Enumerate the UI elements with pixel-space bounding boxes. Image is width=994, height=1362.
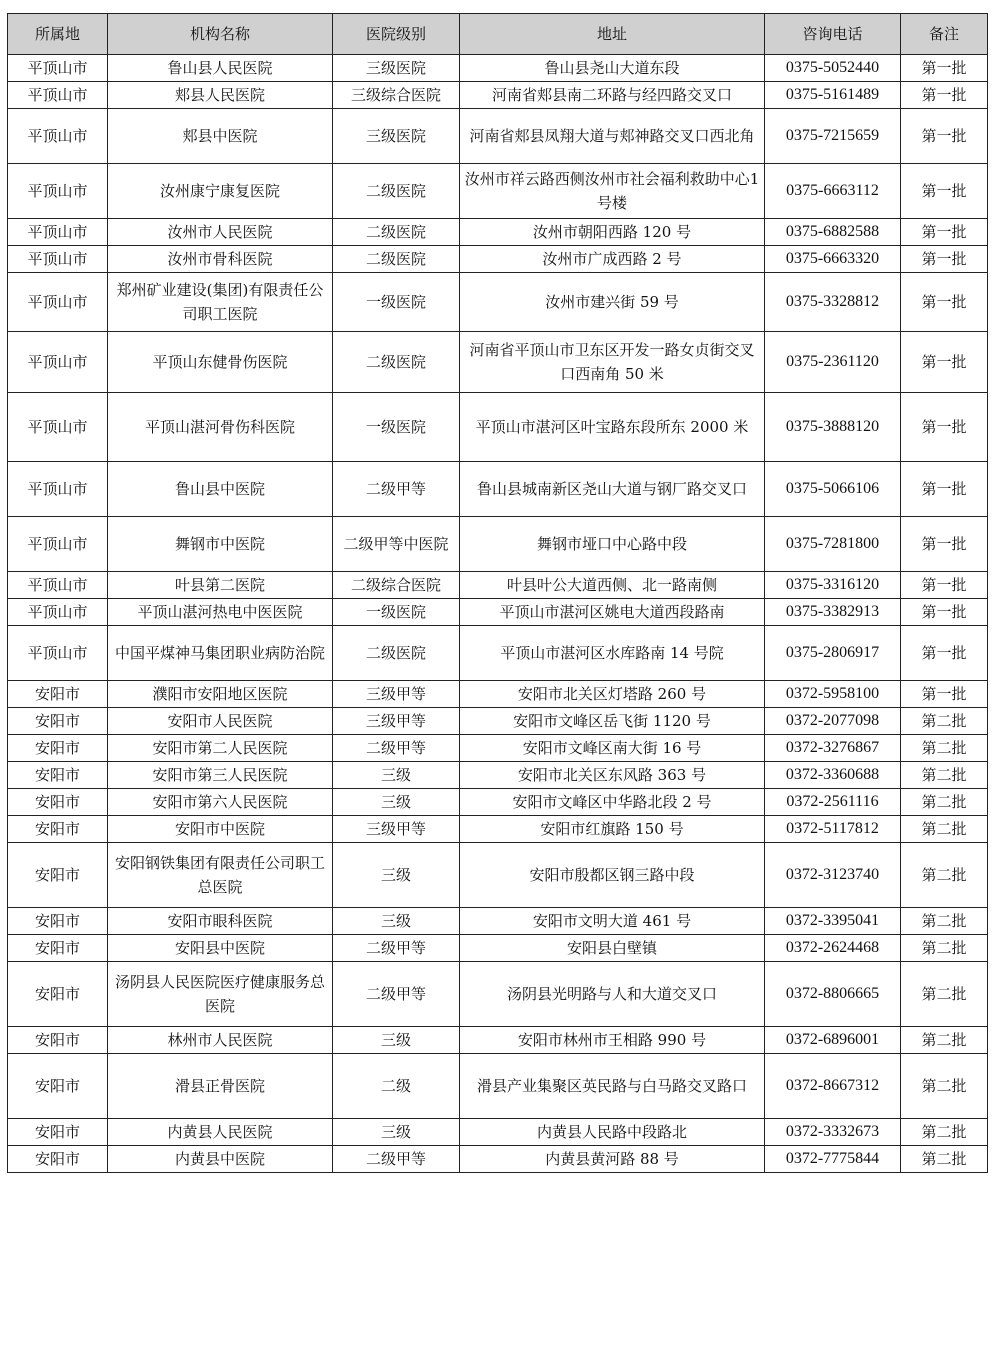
table-row	[8, 1146, 988, 1173]
cell-phone: 0375-5161489	[765, 82, 901, 109]
cell-name: 中国平煤神马集团职业病防治院	[108, 626, 333, 681]
cell-note: 第二批	[901, 935, 988, 962]
cell-region: 平顶山市	[8, 164, 108, 219]
cell-level: 二级医院	[333, 164, 460, 219]
cell-note: 第二批	[901, 1146, 988, 1173]
cell-level: 一级医院	[333, 599, 460, 626]
cell-level: 一级医院	[333, 273, 460, 332]
cell-note: 第二批	[901, 962, 988, 1027]
cell-note: 第二批	[901, 843, 988, 908]
cell-name: 安阳市眼科医院	[108, 908, 333, 935]
cell-region: 安阳市	[8, 762, 108, 789]
cell-address: 安阳市文峰区南大街 16 号	[460, 735, 765, 762]
cell-name: 安阳市第三人民医院	[108, 762, 333, 789]
cell-address: 安阳市殷都区钢三路中段	[460, 843, 765, 908]
table-row	[8, 462, 988, 517]
cell-name: 叶县第二医院	[108, 572, 333, 599]
cell-note: 第二批	[901, 708, 988, 735]
cell-region: 安阳市	[8, 935, 108, 962]
cell-level: 三级	[333, 1027, 460, 1054]
cell-address: 安阳市文峰区岳飞街 1120 号	[460, 708, 765, 735]
cell-name: 郏县人民医院	[108, 82, 333, 109]
cell-phone: 0372-5117812	[765, 816, 901, 843]
cell-name: 安阳市第二人民医院	[108, 735, 333, 762]
cell-level: 三级甲等	[333, 816, 460, 843]
cell-level: 三级综合医院	[333, 82, 460, 109]
table-row	[8, 393, 988, 462]
cell-name: 濮阳市安阳地区医院	[108, 681, 333, 708]
cell-name: 汝州康宁康复医院	[108, 164, 333, 219]
table-row	[8, 246, 988, 273]
cell-level: 二级甲等中医院	[333, 517, 460, 572]
cell-region: 平顶山市	[8, 626, 108, 681]
col-header-address: 地址	[460, 14, 765, 55]
cell-note: 第二批	[901, 1027, 988, 1054]
cell-level: 三级	[333, 789, 460, 816]
cell-name: 安阳钢铁集团有限责任公司职工总医院	[108, 843, 333, 908]
table-row	[8, 599, 988, 626]
cell-address: 内黄县人民路中段路北	[460, 1119, 765, 1146]
cell-address: 内黄县黄河路 88 号	[460, 1146, 765, 1173]
cell-name: 内黄县人民医院	[108, 1119, 333, 1146]
cell-address: 安阳市北关区东风路 363 号	[460, 762, 765, 789]
cell-address: 安阳市北关区灯塔路 260 号	[460, 681, 765, 708]
cell-region: 安阳市	[8, 1027, 108, 1054]
cell-level: 二级医院	[333, 332, 460, 393]
table-row	[8, 219, 988, 246]
cell-phone: 0375-7215659	[765, 109, 901, 164]
cell-region: 安阳市	[8, 1054, 108, 1119]
cell-region: 平顶山市	[8, 517, 108, 572]
cell-region: 平顶山市	[8, 82, 108, 109]
cell-region: 平顶山市	[8, 109, 108, 164]
table-row	[8, 789, 988, 816]
cell-note: 第一批	[901, 572, 988, 599]
cell-address: 安阳县白壁镇	[460, 935, 765, 962]
cell-phone: 0375-3316120	[765, 572, 901, 599]
table-row	[8, 843, 988, 908]
cell-phone: 0372-5958100	[765, 681, 901, 708]
cell-phone: 0372-3332673	[765, 1119, 901, 1146]
cell-address: 汝州市广成西路 2 号	[460, 246, 765, 273]
cell-note: 第二批	[901, 762, 988, 789]
cell-name: 安阳县中医院	[108, 935, 333, 962]
header-row	[8, 14, 988, 55]
col-header-name: 机构名称	[108, 14, 333, 55]
cell-level: 二级甲等	[333, 1146, 460, 1173]
cell-name: 安阳市中医院	[108, 816, 333, 843]
cell-level: 二级甲等	[333, 962, 460, 1027]
cell-phone: 0375-3328812	[765, 273, 901, 332]
table-row	[8, 735, 988, 762]
cell-note: 第二批	[901, 1054, 988, 1119]
cell-level: 二级甲等	[333, 735, 460, 762]
cell-level: 二级医院	[333, 246, 460, 273]
cell-level: 三级医院	[333, 55, 460, 82]
cell-phone: 0372-3123740	[765, 843, 901, 908]
cell-level: 二级综合医院	[333, 572, 460, 599]
cell-address: 汝州市朝阳西路 120 号	[460, 219, 765, 246]
cell-level: 二级甲等	[333, 935, 460, 962]
cell-region: 平顶山市	[8, 393, 108, 462]
cell-phone: 0372-3395041	[765, 908, 901, 935]
table-row	[8, 708, 988, 735]
cell-region: 平顶山市	[8, 246, 108, 273]
cell-region: 平顶山市	[8, 55, 108, 82]
cell-phone: 0375-6663112	[765, 164, 901, 219]
cell-region: 安阳市	[8, 908, 108, 935]
cell-phone: 0375-2806917	[765, 626, 901, 681]
cell-region: 平顶山市	[8, 273, 108, 332]
table-row	[8, 935, 988, 962]
cell-phone: 0375-6663320	[765, 246, 901, 273]
cell-phone: 0372-3360688	[765, 762, 901, 789]
cell-region: 平顶山市	[8, 599, 108, 626]
cell-region: 安阳市	[8, 789, 108, 816]
table-body	[8, 55, 988, 1173]
cell-phone: 0375-6882588	[765, 219, 901, 246]
col-header-phone: 咨询电话	[765, 14, 901, 55]
cell-phone: 0372-8806665	[765, 962, 901, 1027]
cell-name: 郑州矿业建设(集团)有限责任公司职工医院	[108, 273, 333, 332]
cell-name: 平顶山东健骨伤医院	[108, 332, 333, 393]
col-header-note: 备注	[901, 14, 988, 55]
cell-name: 鲁山县中医院	[108, 462, 333, 517]
cell-level: 三级	[333, 1119, 460, 1146]
cell-region: 平顶山市	[8, 219, 108, 246]
cell-level: 三级	[333, 762, 460, 789]
cell-phone: 0375-5052440	[765, 55, 901, 82]
table-row	[8, 572, 988, 599]
cell-note: 第一批	[901, 273, 988, 332]
cell-name: 滑县正骨医院	[108, 1054, 333, 1119]
cell-address: 叶县叶公大道西侧、北一路南侧	[460, 572, 765, 599]
cell-address: 汤阴县光明路与人和大道交叉口	[460, 962, 765, 1027]
cell-region: 安阳市	[8, 962, 108, 1027]
cell-note: 第一批	[901, 164, 988, 219]
cell-level: 二级	[333, 1054, 460, 1119]
cell-address: 平顶山市湛河区姚电大道西段路南	[460, 599, 765, 626]
table-row	[8, 332, 988, 393]
cell-address: 滑县产业集聚区英民路与白马路交叉路口	[460, 1054, 765, 1119]
cell-level: 一级医院	[333, 393, 460, 462]
table-row	[8, 816, 988, 843]
cell-note: 第一批	[901, 332, 988, 393]
cell-region: 安阳市	[8, 816, 108, 843]
cell-address: 河南省平顶山市卫东区开发一路女贞街交叉口西南角 50 米	[460, 332, 765, 393]
cell-note: 第一批	[901, 109, 988, 164]
cell-note: 第一批	[901, 55, 988, 82]
cell-phone: 0375-7281800	[765, 517, 901, 572]
table-row	[8, 517, 988, 572]
cell-note: 第二批	[901, 735, 988, 762]
cell-address: 平顶山市湛河区叶宝路东段所东 2000 米	[460, 393, 765, 462]
table-row	[8, 1054, 988, 1119]
cell-address: 安阳市红旗路 150 号	[460, 816, 765, 843]
cell-level: 三级	[333, 908, 460, 935]
cell-note: 第一批	[901, 82, 988, 109]
cell-region: 安阳市	[8, 1146, 108, 1173]
cell-note: 第一批	[901, 599, 988, 626]
cell-name: 汝州市人民医院	[108, 219, 333, 246]
table-row	[8, 164, 988, 219]
col-header-region: 所属地	[8, 14, 108, 55]
table-row	[8, 109, 988, 164]
cell-note: 第二批	[901, 789, 988, 816]
cell-name: 汝州市骨科医院	[108, 246, 333, 273]
cell-address: 安阳市文峰区中华路北段 2 号	[460, 789, 765, 816]
cell-note: 第二批	[901, 908, 988, 935]
cell-phone: 0375-3382913	[765, 599, 901, 626]
cell-region: 平顶山市	[8, 462, 108, 517]
cell-phone: 0375-2361120	[765, 332, 901, 393]
cell-phone: 0372-7775844	[765, 1146, 901, 1173]
cell-phone: 0372-2561116	[765, 789, 901, 816]
cell-region: 安阳市	[8, 843, 108, 908]
cell-phone: 0372-2077098	[765, 708, 901, 735]
cell-note: 第二批	[901, 1119, 988, 1146]
cell-note: 第一批	[901, 681, 988, 708]
cell-note: 第一批	[901, 219, 988, 246]
table-row	[8, 962, 988, 1027]
cell-phone: 0372-3276867	[765, 735, 901, 762]
cell-level: 二级医院	[333, 626, 460, 681]
cell-region: 平顶山市	[8, 332, 108, 393]
table-row	[8, 55, 988, 82]
cell-region: 安阳市	[8, 681, 108, 708]
cell-address: 安阳市林州市王相路 990 号	[460, 1027, 765, 1054]
table-row	[8, 681, 988, 708]
table-row	[8, 82, 988, 109]
table-row	[8, 908, 988, 935]
cell-address: 舞钢市垭口中心路中段	[460, 517, 765, 572]
col-header-level: 医院级别	[333, 14, 460, 55]
cell-phone: 0372-2624468	[765, 935, 901, 962]
table-row	[8, 626, 988, 681]
cell-note: 第一批	[901, 393, 988, 462]
cell-name: 安阳市第六人民医院	[108, 789, 333, 816]
cell-name: 舞钢市中医院	[108, 517, 333, 572]
table-row	[8, 762, 988, 789]
cell-address: 安阳市文明大道 461 号	[460, 908, 765, 935]
cell-level: 三级甲等	[333, 708, 460, 735]
cell-name: 平顶山湛河热电中医医院	[108, 599, 333, 626]
cell-region: 平顶山市	[8, 572, 108, 599]
cell-region: 安阳市	[8, 735, 108, 762]
cell-level: 二级甲等	[333, 462, 460, 517]
cell-name: 郏县中医院	[108, 109, 333, 164]
table-row	[8, 1119, 988, 1146]
cell-level: 三级	[333, 843, 460, 908]
cell-address: 平顶山市湛河区水库路南 14 号院	[460, 626, 765, 681]
cell-note: 第一批	[901, 246, 988, 273]
cell-address: 河南省郏县南二环路与经四路交叉口	[460, 82, 765, 109]
cell-note: 第一批	[901, 517, 988, 572]
hospital-table	[7, 13, 988, 1173]
cell-name: 内黄县中医院	[108, 1146, 333, 1173]
cell-address: 鲁山县尧山大道东段	[460, 55, 765, 82]
cell-address: 河南省郏县凤翔大道与郏神路交叉口西北角	[460, 109, 765, 164]
cell-address: 汝州市祥云路西侧汝州市社会福利救助中心1号楼	[460, 164, 765, 219]
cell-note: 第一批	[901, 462, 988, 517]
cell-level: 二级医院	[333, 219, 460, 246]
cell-level: 三级甲等	[333, 681, 460, 708]
table-row	[8, 1027, 988, 1054]
cell-note: 第二批	[901, 816, 988, 843]
cell-region: 安阳市	[8, 708, 108, 735]
cell-name: 鲁山县人民医院	[108, 55, 333, 82]
cell-phone: 0372-8667312	[765, 1054, 901, 1119]
cell-note: 第一批	[901, 626, 988, 681]
cell-name: 平顶山湛河骨伤科医院	[108, 393, 333, 462]
cell-name: 汤阴县人民医院医疗健康服务总医院	[108, 962, 333, 1027]
cell-region: 安阳市	[8, 1119, 108, 1146]
cell-name: 安阳市人民医院	[108, 708, 333, 735]
cell-address: 汝州市建兴街 59 号	[460, 273, 765, 332]
cell-phone: 0375-3888120	[765, 393, 901, 462]
table-row	[8, 273, 988, 332]
cell-level: 三级医院	[333, 109, 460, 164]
cell-phone: 0372-6896001	[765, 1027, 901, 1054]
cell-phone: 0375-5066106	[765, 462, 901, 517]
cell-address: 鲁山县城南新区尧山大道与钢厂路交叉口	[460, 462, 765, 517]
cell-name: 林州市人民医院	[108, 1027, 333, 1054]
